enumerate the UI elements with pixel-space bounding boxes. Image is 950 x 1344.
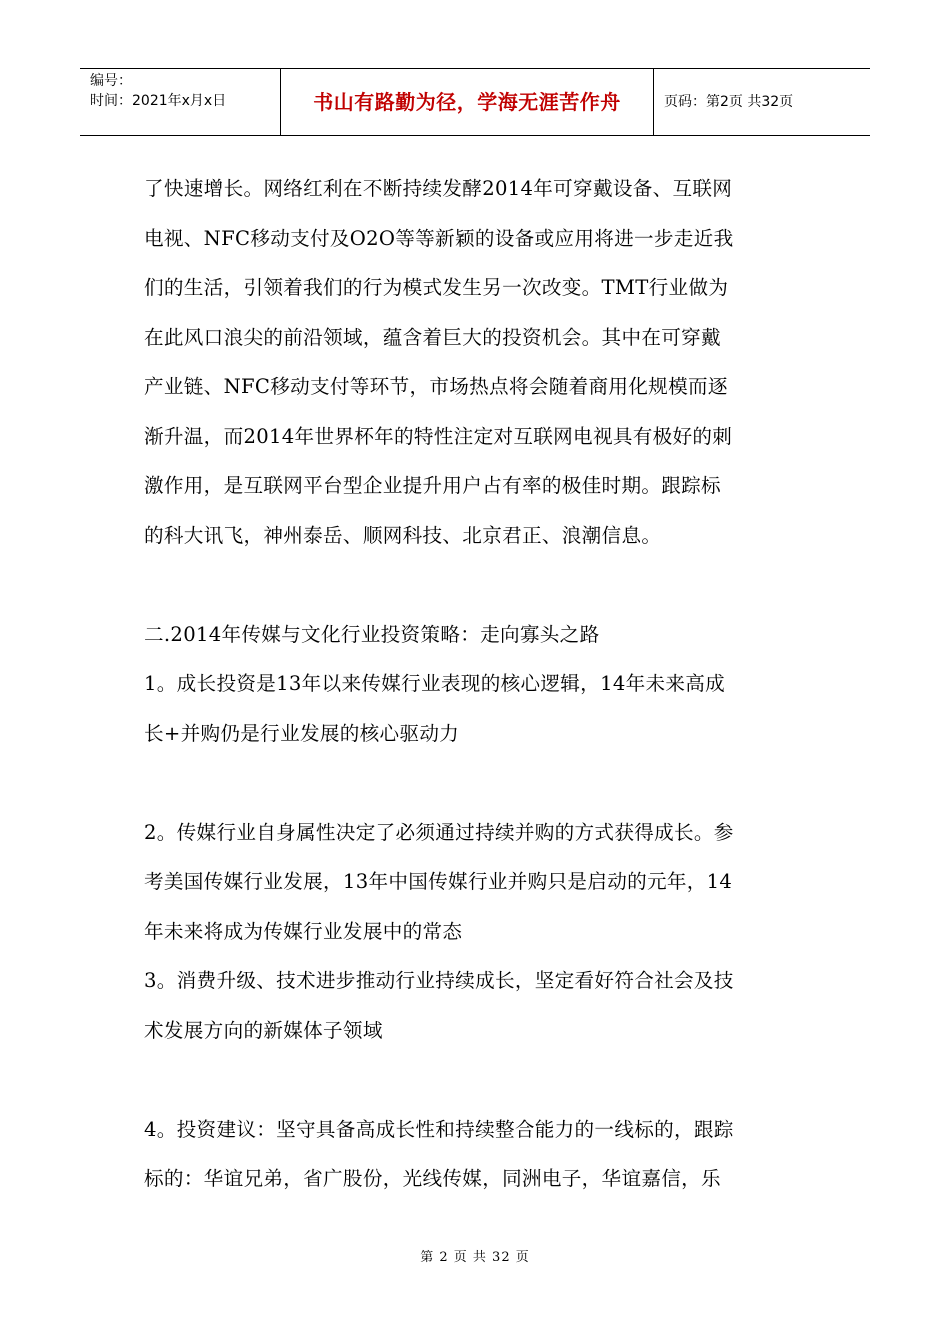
body-line: 了快速增长。网络红利在不断持续发酵2014年可穿戴设备、互联网 xyxy=(144,177,733,200)
body-line: 2。传媒行业自身属性决定了必须通过持续并购的方式获得成长。参 xyxy=(144,820,734,844)
body-line: 考美国传媒行业发展，13年中国传媒行业并购只是启动的元年，14 xyxy=(144,870,733,893)
body-line: 1。成长投资是13年以来传媒行业表现的核心逻辑，14年未来高成 xyxy=(144,672,726,695)
body-line: 4。投资建议：坚守具备高成长性和持续整合能力的一线标的，跟踪 xyxy=(144,1117,734,1141)
body-line: 在此风口浪尖的前沿领域，蕴含着巨大的投资机会。其中在可穿戴 xyxy=(144,325,721,349)
body-line: 长+并购仍是行业发展的核心驱动力 xyxy=(144,721,460,745)
page-footer: 第 2 页 共 32 页 xyxy=(420,1250,530,1265)
body-line: 3。消费升级、技术进步推动行业持续成长，坚定看好符合社会及技 xyxy=(144,969,734,992)
body-line: 激作用，是互联网平台型企业提升用户占有率的极佳时期。跟踪标 xyxy=(144,474,721,497)
document-time-label: 时间：2021年x月x日 xyxy=(90,93,227,109)
blank-line xyxy=(144,560,808,610)
body-line: 们的生活，引领着我们的行为模式发生另一次改变。TMT行业做为 xyxy=(144,276,729,299)
body-line: 电视、NFC移动支付及O2O等等新颖的设备或应用将进一步走近我 xyxy=(144,226,734,250)
body-line: 的科大讯飞，神州泰岳、顺网科技、北京君正、浪潮信息。 xyxy=(144,523,662,547)
document-body xyxy=(144,164,808,1204)
header-motto: 书山有路勤为径，学海无涯苦作舟 xyxy=(281,69,654,135)
body-line: 渐升温，而2014年世界杯年的特性注定对互联网电视具有极好的刺 xyxy=(144,424,733,448)
body-line: 标的：华谊兄弟，省广股份，光线传媒，同洲电子，华谊嘉信，乐 xyxy=(144,1167,721,1190)
document-number-label: 编号： xyxy=(90,73,132,89)
header-page-info: 页码：第2页 共32页 xyxy=(664,94,794,110)
blank-line xyxy=(144,1055,808,1105)
body-line: 产业链、NFC移动支付等环节，市场热点将会随着商用化规模而逐 xyxy=(144,375,728,398)
body-line: 术发展方向的新媒体子领域 xyxy=(144,1018,383,1042)
header-meta-cell xyxy=(80,69,281,135)
body-line: 二.2014年传媒与文化行业投资策略：走向寡头之路 xyxy=(144,622,600,646)
blank-line xyxy=(144,758,808,808)
page-header xyxy=(80,68,870,136)
body-line: 年未来将成为传媒行业发展中的常态 xyxy=(144,919,463,943)
